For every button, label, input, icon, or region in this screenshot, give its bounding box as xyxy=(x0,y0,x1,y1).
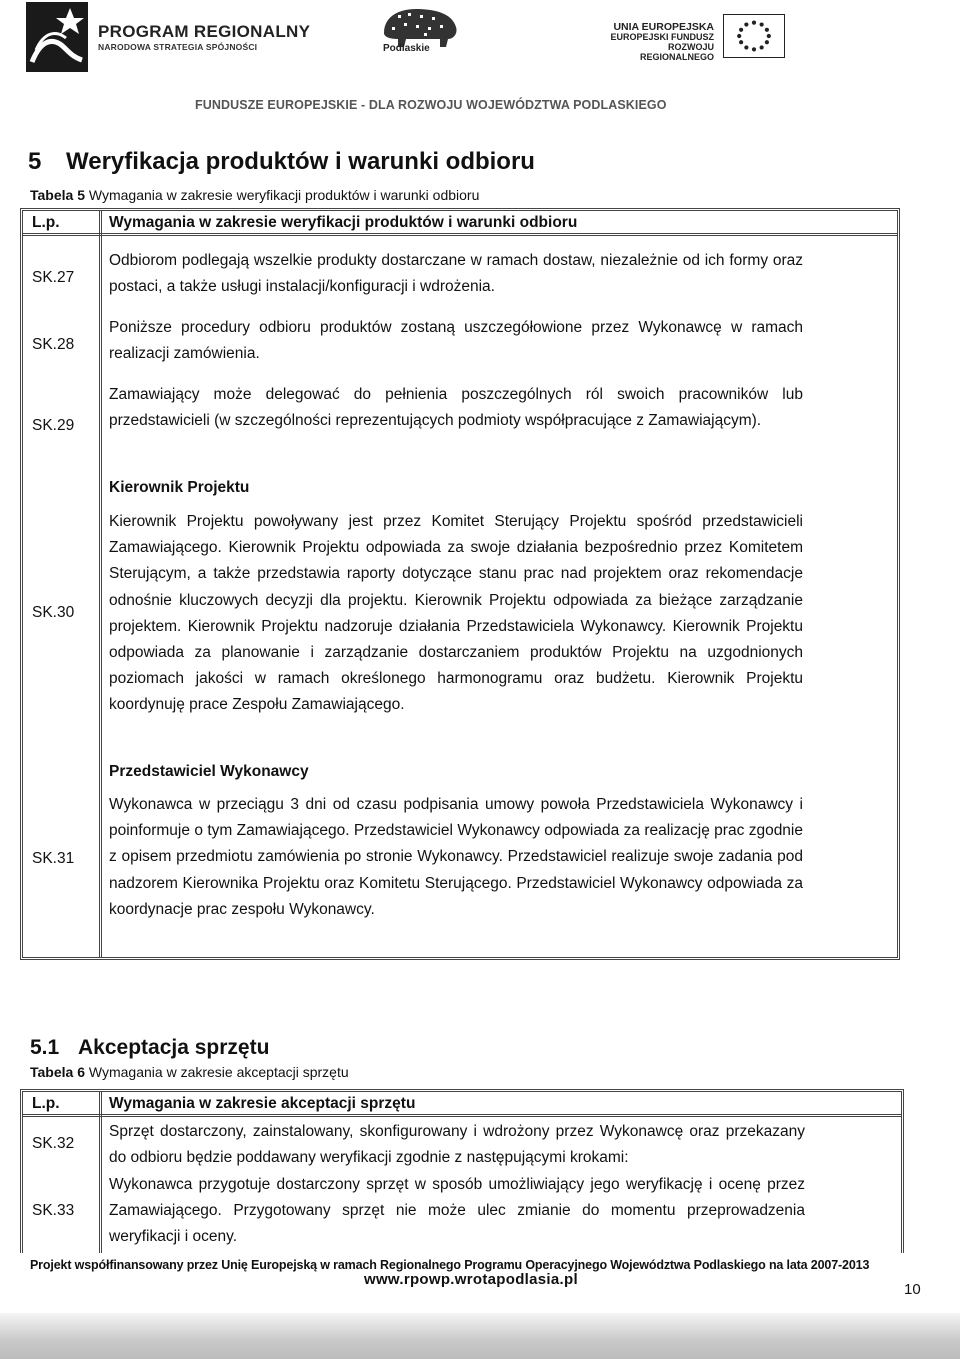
table-caption-text: Wymagania w zakresie akceptacji sprzętu xyxy=(85,1064,349,1080)
footer-cofinancing-text: Projekt współfinansowany przez Unię Europejską w ramach Regionalnego Programu Operacyjnego Województwa Podlaskiego na lata 2007-2013 xyxy=(30,1258,870,1272)
table-caption xyxy=(30,187,479,203)
table-caption-label: Tabela 5 xyxy=(30,187,85,203)
column-header-lp: L.p. xyxy=(32,1095,60,1112)
requirements-table xyxy=(20,208,900,960)
section-heading xyxy=(28,148,535,176)
program-regionalny-logo-icon xyxy=(26,2,88,72)
column-header-requirements: Wymagania w zakresie weryfikacji produktów i warunki odbioru xyxy=(109,214,578,231)
row-text: Zamawiający może delegować do pełnienia poszczególnych ról swoich pracowników lub przedstawicieli (w szczególności reprezentujących podmioty współpracujące z Zamawiającym). xyxy=(109,386,803,430)
row-text: Sprzęt dostarczony, zainstalowany, skonfigurowany i wdrożony przez Wykonawcę oraz przekazany do odbioru będzie poddawany weryfikacji zgodnie z następującymi krokami: xyxy=(109,1123,805,1167)
header-divider xyxy=(23,233,897,236)
fundusze-banner: FUNDUSZE EUROPEJSKIE - DLA ROZWOJU WOJEWÓDZTWA PODLASKIEGO xyxy=(195,98,667,112)
subsection-heading xyxy=(30,1036,269,1060)
section-number: 5 xyxy=(28,148,42,175)
podlaskie-label: Podlaskie xyxy=(383,43,430,54)
row-text: Kierownik Projektu powoływany jest przez Komitet Sterujący Projektu spośród przedstawicieli Zamawiającego. Kierownik Projektu odpowiada za swoje działania bezpośrednio przez Komitetem Sterującym, a także przedstawia raporty dotyczące stanu prac nad projektem oraz rekomendacje odnośnie kluczowych decyzji dla projektu. Kierownik Projektu odpowiada za bieżące zarządzanie projektem. Kierownik Projektu nadzoruje działania Przedstawiciela Wykonawcy. Kierownik Projektu odpowiada za planowanie i zarządzanie dostarczaniem produktów Projektu na uzgodnionych poziomach jakości w ramach określonego harmonogramu oraz budżetu. Kierownik Projektu koordynuję prace Zespołu Zamawiającego. xyxy=(109,513,803,714)
acceptance-table xyxy=(20,1089,904,1253)
row-lp: SK.27 xyxy=(32,269,75,286)
eu-line1: UNIA EUROPEJSKA xyxy=(613,21,714,33)
column-header-lp: L.p. xyxy=(32,214,60,231)
column-divider xyxy=(99,211,102,957)
table-caption xyxy=(30,1064,349,1080)
row-subtitle: Przedstawiciel Wykonawcy xyxy=(109,763,309,780)
row-lp: SK.33 xyxy=(32,1202,75,1219)
row-lp: SK.28 xyxy=(32,336,75,353)
eu-line3: ROZWOJU REGIONALNEGO xyxy=(639,42,714,62)
eu-line2: EUROPEJSKI FUNDUSZ xyxy=(610,32,714,42)
eu-flag-icon xyxy=(723,14,785,58)
footer-bar xyxy=(0,1313,960,1359)
page-header xyxy=(0,0,960,120)
row-lp: SK.29 xyxy=(32,417,75,434)
page-number: 10 xyxy=(904,1281,921,1298)
row-lp: SK.32 xyxy=(32,1135,75,1152)
row-lp: SK.31 xyxy=(32,850,75,867)
program-title: PROGRAM REGIONALNY xyxy=(98,22,311,41)
subsection-number: 5.1 xyxy=(30,1036,60,1059)
eu-text xyxy=(600,22,714,62)
row-lp: SK.30 xyxy=(32,604,75,621)
column-header-requirements: Wymagania w zakresie akceptacji sprzętu xyxy=(109,1095,416,1112)
row-text: Poniższe procedury odbioru produktów zostaną uszczegółowione przez Wykonawcę w ramach realizacji zamówienia. xyxy=(109,319,803,363)
table-caption-text: Wymagania w zakresie weryfikacji produktów i warunki odbioru xyxy=(85,187,480,203)
table-caption-label: Tabela 6 xyxy=(30,1064,85,1080)
program-subtitle: NARODOWA STRATEGIA SPÓJNOŚCI xyxy=(98,42,258,52)
row-text: Wykonawca w przeciągu 3 dni od czasu podpisania umowy powoła Przedstawiciela Wykonawcy i poinformuje o tym Zamawiającego. Przedstawiciel Wykonawcy odpowiada za realizację prac zgodnie z opisem przedmiotu zamówienia po stronie Wykonawcy. Przedstawiciel realizuje swoje zadania pod nadzorem Kierownika Projektu oraz Komitetu Sterującego. Przedstawiciel Wykonawcy odpowiada za koordynacje prac zespołu Wykonawcy. xyxy=(109,796,803,918)
section-title: Weryfikacja produktów i warunki odbioru xyxy=(66,148,535,175)
footer-url: www.rpowp.wrotapodlasia.pl xyxy=(364,1271,578,1288)
subsection-title: Akceptacja sprzętu xyxy=(78,1036,270,1059)
row-subtitle: Kierownik Projektu xyxy=(109,479,250,496)
header-divider xyxy=(23,1114,901,1117)
row-text: Wykonawca przygotuje dostarczony sprzęt w sposób umożliwiający jego weryfikację i ocenę przez Zamawiającego. Przygotowany sprzęt nie może ulec zmianie do momentu przeprowadzenia weryfikacji i oceny. xyxy=(109,1176,805,1246)
row-text: Odbiorom podlegają wszelkie produkty dostarczane w ramach dostaw, niezależnie od ich formy oraz postaci, a także usługi instalacji/konfiguracji i wdrożenia. xyxy=(109,252,803,296)
